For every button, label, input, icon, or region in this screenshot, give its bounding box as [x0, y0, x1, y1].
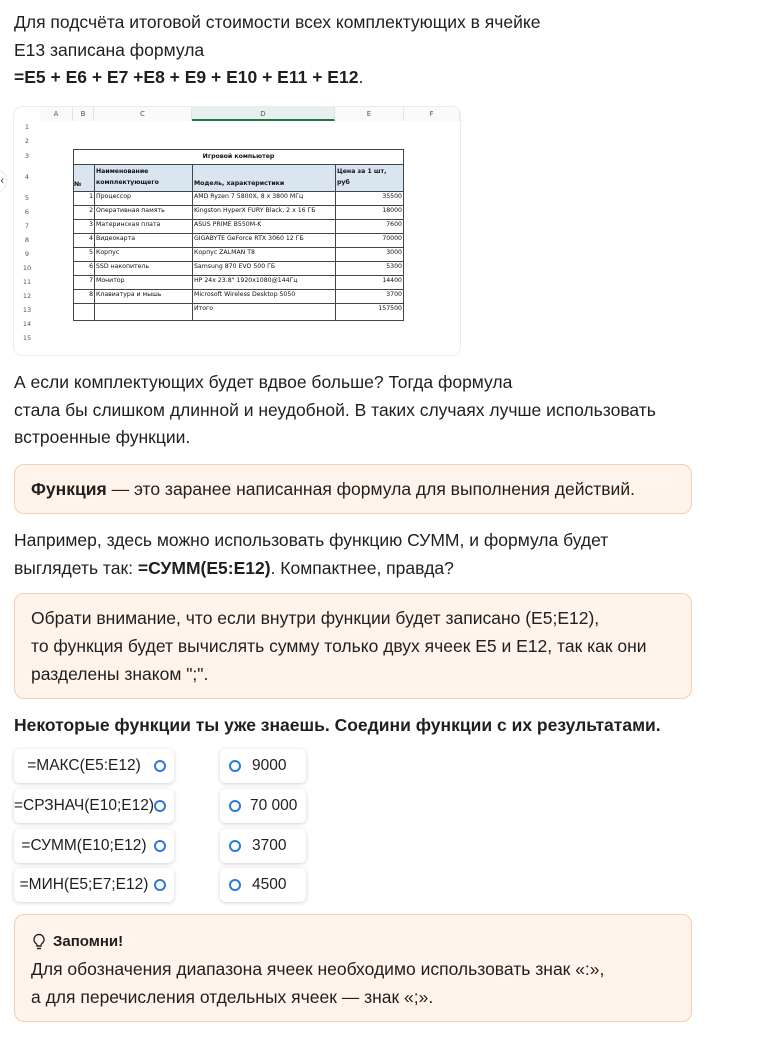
result-label: 4500: [252, 876, 287, 893]
row-number: 8: [24, 236, 30, 244]
para2-line-1: А если комплектующих будет вдвое больше? Тогда формула: [14, 372, 513, 392]
item-number: 4: [89, 235, 93, 242]
grid-line: [73, 289, 404, 290]
item-number: 5: [89, 249, 93, 256]
function-label: =МАКС(E5:E12): [27, 757, 141, 774]
para3-line-1: Например, здесь можно использовать функцию СУММ, и формула будет: [14, 530, 609, 550]
row-number: 2: [24, 137, 30, 145]
item-name: Корпус: [96, 249, 120, 256]
para3-formula: =СУММ(E5:E12): [137, 557, 271, 578]
grid-line: [73, 164, 404, 165]
remember-line-2: а для перечисления отдельных ячеек — знак «;».: [31, 987, 434, 1007]
row-number: 1: [24, 123, 30, 131]
item-name: Клавиатура и мышь: [96, 291, 162, 298]
row-number: 5: [24, 194, 30, 202]
table-title: Игровой компьютер: [202, 153, 275, 160]
remember-title-text: Запомни!: [53, 933, 124, 950]
item-price: 14400: [382, 277, 402, 284]
grid-line: [192, 164, 193, 321]
para3-pre: выглядеть так:: [14, 557, 138, 578]
result-chip-1[interactable]: [220, 749, 306, 783]
item-price: 7600: [386, 221, 402, 228]
grid-line: [94, 164, 95, 321]
item-name: Материнская плата: [96, 221, 161, 228]
paragraph-sum-example: [14, 527, 754, 582]
item-model: AMD Ryzen 7 5800X, 8 x 3800 МГц: [194, 193, 304, 200]
grid-line: [73, 247, 404, 248]
note-callout: [14, 593, 692, 699]
item-name: Видеокарта: [96, 235, 135, 242]
connector-dot[interactable]: [229, 760, 241, 772]
definition-text: — это заранее написанная формула для выполнения действий.: [106, 479, 635, 499]
row-number: 10: [22, 264, 32, 272]
item-number: 8: [89, 291, 93, 298]
result-chip-4[interactable]: [220, 868, 306, 902]
item-price: 70000: [382, 235, 402, 242]
grid-line: [73, 205, 404, 206]
column-header: E: [335, 107, 404, 121]
connector-dot[interactable]: [229, 840, 241, 852]
note-line-1: Обрати внимание, что если внутри функции будет записано (E5;E12),: [31, 608, 600, 628]
grid-line: [73, 303, 404, 304]
function-chip-max[interactable]: [14, 749, 174, 783]
row-number: 4: [24, 173, 30, 181]
paragraph-long-formula: [14, 369, 754, 452]
total-value: 157500: [378, 305, 402, 312]
column-header: A: [40, 107, 73, 121]
item-model: HP 24x 23.8" 1920x1080@144Гц: [194, 277, 298, 284]
grid-line: [73, 219, 404, 220]
result-chip-3[interactable]: [220, 829, 306, 863]
row-number: 12: [22, 292, 32, 300]
header-name: Наименование: [96, 168, 149, 175]
column-header: B: [73, 107, 94, 121]
result-chip-2[interactable]: [220, 789, 306, 823]
result-label: 70 000: [250, 797, 298, 814]
grid-line: [73, 233, 404, 234]
spreadsheet-image: [14, 107, 460, 355]
result-label: 3700: [252, 837, 287, 854]
total-label: Итого: [194, 305, 214, 312]
row-number: 6: [24, 208, 30, 216]
row-number: 13: [22, 306, 32, 314]
remember-callout: [14, 914, 692, 1022]
header-num: №: [74, 181, 82, 188]
task-heading: Некоторые функции ты уже знаешь. Соедини функции с их результатами.: [14, 715, 661, 735]
row-number: 11: [22, 278, 32, 286]
connector-dot[interactable]: [154, 879, 166, 891]
definition-callout: [14, 464, 692, 514]
column-header: F: [404, 107, 460, 121]
para2-line-3: встроенные функции.: [14, 427, 191, 447]
item-price: 3000: [386, 249, 402, 256]
header-price: руб: [337, 179, 350, 186]
item-number: 3: [89, 221, 93, 228]
item-name: SSD накопитель: [96, 263, 150, 270]
connector-dot[interactable]: [229, 800, 241, 812]
header-price: Цена за 1 шт,: [337, 168, 387, 175]
intro-formula: =E5 + E6 + E7 +E8 + E9 + E10 + E11 + E12: [14, 67, 359, 87]
grid-line: [73, 191, 404, 192]
item-price: 18000: [382, 207, 402, 214]
function-chip-avg[interactable]: [14, 789, 174, 823]
item-model: Samsung 870 EVO 500 ГБ: [194, 263, 276, 270]
remember-title: [31, 929, 675, 955]
item-model: ASUS PRIME B550M-K: [194, 221, 262, 228]
grid-line: [73, 261, 404, 262]
intro-formula-line: [14, 64, 714, 92]
item-model: GIGABYTE GeForce RTX 3060 12 ГБ: [194, 235, 304, 242]
item-number: 1: [89, 193, 93, 200]
item-number: 6: [89, 263, 93, 270]
definition-term: Функция: [31, 479, 107, 499]
intro-formula-end: .: [358, 67, 364, 87]
row-number: 14: [22, 320, 32, 328]
item-price: 35500: [382, 193, 402, 200]
intro-line-2: E13 записана формула: [14, 39, 205, 60]
item-number: 2: [89, 207, 93, 214]
function-chip-min[interactable]: [14, 868, 174, 902]
header-model: Модель, характеристики: [194, 180, 285, 187]
function-chip-sum[interactable]: [14, 829, 174, 863]
remember-line-1: Для обозначения диапазона ячеек необходимо использовать знак «:»,: [31, 959, 605, 979]
item-name: Процессор: [96, 193, 131, 200]
intro-line-1: Для подсчёта итоговой стоимости всех комплектующих в ячейке: [14, 12, 541, 32]
item-name: Оперативная память: [96, 207, 165, 214]
connector-dot[interactable]: [229, 879, 241, 891]
grid-line: [335, 164, 336, 321]
connector-dot[interactable]: [154, 800, 166, 812]
para3-post: . Компактнее, правда?: [270, 557, 454, 578]
grid-line: [73, 275, 404, 276]
chevron-left-icon[interactable]: ‹: [0, 170, 6, 192]
para3-line-2: [14, 555, 754, 583]
header-name: комплектующего: [96, 179, 159, 186]
item-price: 3700: [386, 291, 402, 298]
result-label: 9000: [252, 757, 287, 774]
row-number: 7: [24, 222, 30, 230]
connector-dot[interactable]: [154, 760, 166, 772]
item-number: 7: [89, 277, 93, 284]
function-label: =МИН(E5;E7;E12): [19, 876, 149, 893]
item-price: 5300: [386, 263, 402, 270]
item-model: Microsoft Wireless Desktop 5050: [194, 291, 296, 298]
item-name: Монитор: [96, 277, 125, 284]
item-model: Корпус ZALMAN T8: [194, 249, 255, 256]
row-number: 9: [24, 250, 30, 258]
note-line-2: то функция будет вычислять сумму только двух ячеек E5 и E12, так как они: [31, 636, 647, 656]
connector-dot[interactable]: [154, 840, 166, 852]
lightbulb-icon: [31, 933, 47, 951]
row-number: 15: [22, 334, 32, 342]
column-header: D: [192, 107, 335, 121]
intro-paragraph: [14, 9, 714, 92]
function-label: =СРЗНАЧ(E10;E12): [14, 797, 155, 814]
row-number: 3: [24, 152, 30, 160]
note-line-3: разделены знаком ";".: [31, 664, 209, 684]
para2-line-2: стала бы слишком длинной и неудобной. В таких случаях лучше использовать: [14, 399, 656, 420]
function-label: =СУММ(E10;E12): [21, 837, 147, 854]
item-model: Kingston HyperX FURY Black, 2 x 16 ГБ: [194, 207, 316, 214]
column-header: C: [94, 107, 192, 121]
